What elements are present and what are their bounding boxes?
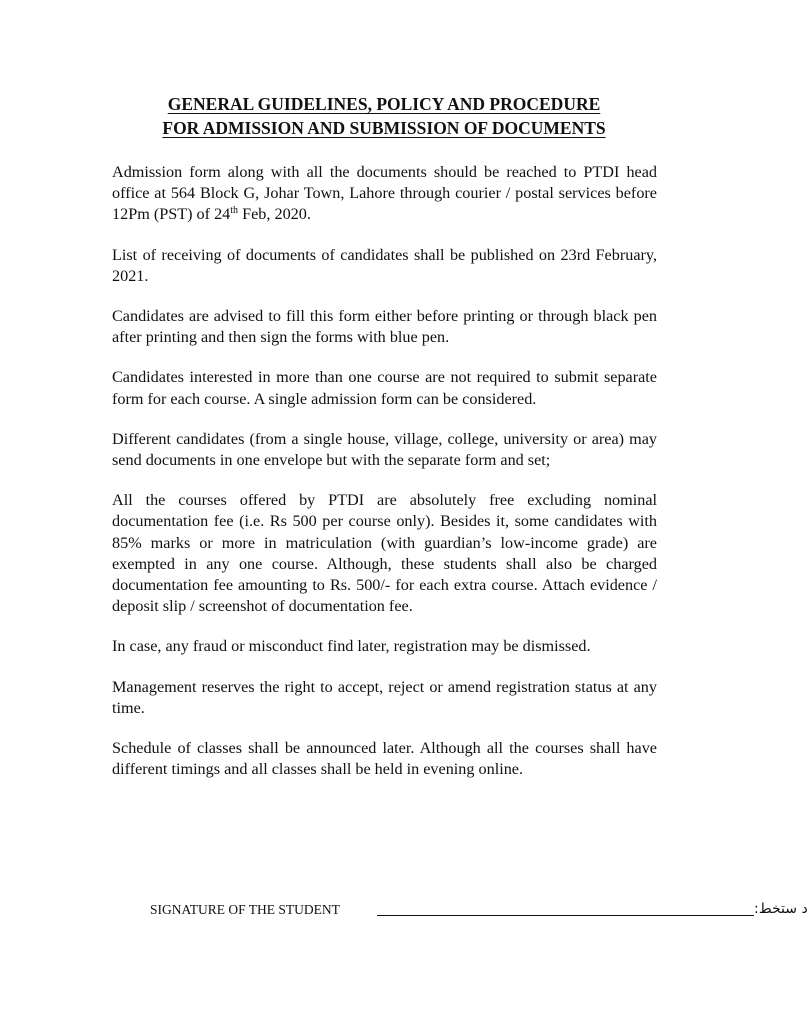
paragraph-class-schedule: Schedule of classes shall be announced later. Although all the courses shall have different timings and all classes shall be held in evening online. [112,739,657,779]
document-title [0,92,768,140]
paragraph-documentation-fee: All the courses offered by PTDI are absolutely free excluding nominal documentation fee (i.e. Rs 500 per course only). Besides it, some candidates with 85% marks or more in matriculation (with guardian’s low-income grade) are exempted in any one course. Although, these students shall also be charged documentation fee amounting to Rs. 500/- for each extra course. Attach evidence / deposit slip / screenshot of documentation fee. [112,491,657,616]
ordinal-suffix: th [230,205,239,217]
paragraph-management-rights: Management reserves the right to accept, reject or amend registration status at any time. [112,677,657,717]
paragraph-text: Admission form along with all the documents should be reached to PTDI head office at 564 Block G, Johar Town, Lahore through courier / postal services before 12Pm (PST) of 24 [112,163,657,224]
signature-urdu-label: د ستخط: [754,901,808,917]
paragraph-receiving-list: List of receiving of documents of candidates shall be published on 23rd February, 2021. [112,245,657,285]
title-line-2: FOR ADMISSION AND SUBMISSION OF DOCUMENTS [162,118,606,138]
guidelines-body [112,162,657,799]
paragraph-submission-deadline [112,162,657,226]
signature-block [150,899,808,923]
title-line-1: GENERAL GUIDELINES, POLICY AND PROCEDURE [167,94,601,114]
paragraph-fraud-notice: In case, any fraud or misconduct find later, registration may be dismissed. [112,637,591,656]
paragraph-filling-instructions: Candidates are advised to fill this form either before printing or through black pen after printing and then sign the forms with blue pen. [112,307,657,347]
signature-label: SIGNATURE OF THE STUDENT [150,902,340,917]
signature-line [377,915,754,916]
paragraph-text: Feb, 2020. [238,205,311,224]
paragraph-multiple-courses: Candidates interested in more than one course are not required to submit separate form for each course. A single admission form can be considered. [112,368,657,408]
paragraph-shared-envelope: Different candidates (from a single house, village, college, university or area) may send documents in one envelope but with the separate form and set; [112,429,657,470]
